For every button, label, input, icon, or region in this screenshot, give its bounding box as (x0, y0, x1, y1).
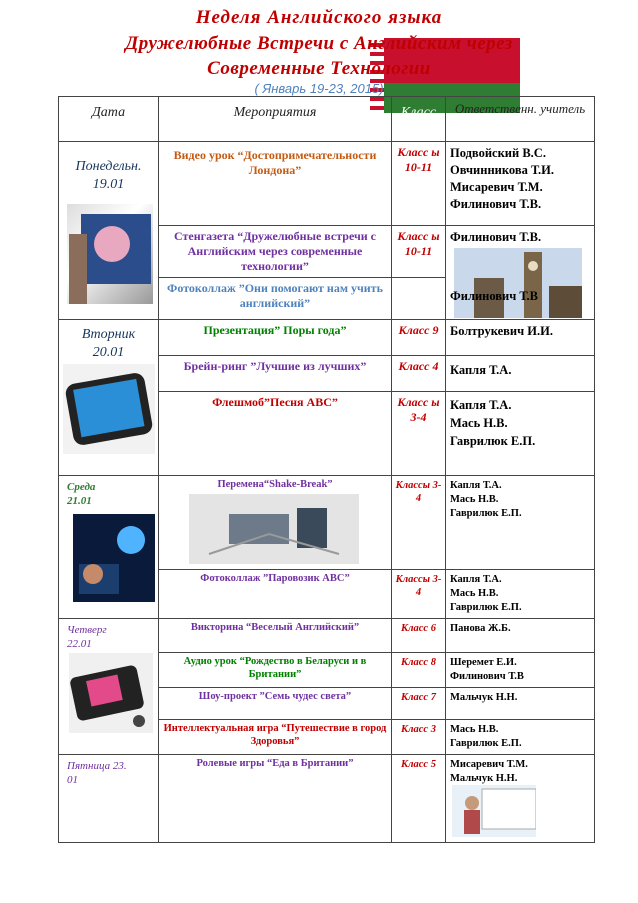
class-cell: Класс 3 (392, 720, 446, 755)
title-line-3: Современные Технологии (207, 58, 431, 79)
teacher-name: Филинович Т.В. (450, 197, 542, 211)
class-cell: Класс ы 3-4 (392, 392, 446, 476)
class-cell: Класс 9 (392, 320, 446, 356)
smartphone-image (63, 364, 155, 454)
title-dates: ( Январь 19-23, 2015) (254, 81, 384, 96)
teacher-name: Шеремет Е.И. (450, 657, 517, 668)
teacher-name: Капля Т.А. (450, 398, 512, 412)
teacher-name: Гаврилюк Е.П. (450, 738, 522, 749)
col-date-header: Дата (59, 97, 159, 142)
teacher-name: Капля Т.А. (450, 574, 502, 585)
teacher-cell (446, 392, 595, 476)
schedule-table (58, 96, 595, 843)
tablet-photos-image (69, 653, 153, 733)
day-label: Среда 21.01 (67, 481, 96, 507)
title-line-1: Неделя Английского языка (195, 7, 443, 28)
class-cell: Класс 4 (392, 356, 446, 392)
teacher-cell (446, 142, 595, 226)
teacher-name: Мась Н.В. (450, 588, 499, 599)
event-cell: Ролевые игры “Еда в Британии” (159, 755, 392, 843)
day-label: Четверг 22.01 (67, 624, 107, 650)
teacher-cell (446, 619, 595, 653)
class-cell: Класс 5 (392, 755, 446, 843)
teacher-cell (446, 226, 595, 320)
teacher-cell (446, 720, 595, 755)
teacher-name: Мась Н.В. (450, 724, 499, 735)
col-class-header: Класс (392, 97, 446, 142)
table-header-row (59, 97, 595, 142)
event-cell: Аудио урок “Рождество в Беларуси и в Британии” (159, 653, 392, 688)
teacher-name: Филинович Т.В (450, 671, 524, 682)
teacher-name: Мисаревич Т.М. (450, 180, 543, 194)
table-row (59, 476, 595, 570)
event-cell: Брейн-ринг ”Лучшие из лучших” (159, 356, 392, 392)
table-row (59, 755, 595, 843)
class-cell (392, 278, 446, 320)
event-cell (159, 476, 392, 570)
teacher-name: Мальчук Н.Н. (450, 773, 518, 784)
event-cell: Шоу-проект ”Семь чудес света” (159, 688, 392, 720)
teacher-name: Гаврилюк Е.П. (450, 508, 522, 519)
teacher-name: Мась Н.В. (450, 416, 508, 430)
teacher-name: Филинович Т.В. (450, 230, 542, 244)
teacher-cell (446, 476, 595, 570)
teacher-name: Капля Т.А. (450, 363, 512, 377)
event-title: Перемена“Shake-Break” (217, 479, 333, 490)
event-cell: Стенгазета “Дружелюбные встречи с Английским через современные технологии” (159, 226, 392, 278)
event-cell: Презентация” Поры года” (159, 320, 392, 356)
event-cell: Фотоколлаж ”Паровозик АВС” (159, 570, 392, 619)
teacher-cell (446, 320, 595, 356)
class-cell: Класс 6 (392, 619, 446, 653)
event-cell: Флешмоб”Песня АВС” (159, 392, 392, 476)
class-cell: Класс 7 (392, 688, 446, 720)
big-ben-image (454, 248, 582, 318)
teacher-name: Капля Т.А. (450, 480, 502, 491)
day-label: Понедельн. 19.01 (75, 159, 142, 192)
teacher-cell (446, 653, 595, 688)
class-cell: Классы 3-4 (392, 476, 446, 570)
technology-image (73, 514, 155, 602)
title-line-2: Дружелюбные Встречи с Английским через (125, 33, 513, 54)
class-cell: Классы 3-4 (392, 570, 446, 619)
col-responsible-header: Ответственн. учитель (446, 97, 595, 142)
computer-network-image (189, 494, 359, 564)
teacher-name: Мальчук Н.Н. (450, 692, 518, 703)
day-label: Пятница 23. 01 (67, 760, 127, 786)
event-cell: Викторина “Веселый Английский” (159, 619, 392, 653)
col-events-header: Мероприятия (159, 97, 392, 142)
teacher-name: Мась Н.В. (450, 494, 499, 505)
teacher-name: Подвойский В.С. (450, 146, 546, 160)
tv-screen-image (67, 204, 153, 304)
class-cell: Класс ы 10-11 (392, 142, 446, 226)
teacher-name: Филинович Т.В (450, 289, 538, 303)
teacher-cell (446, 356, 595, 392)
event-cell: Фотоколлаж ”Они помогают нам учить английский” (159, 278, 392, 320)
day-wednesday (59, 476, 159, 619)
teacher-cell (446, 755, 595, 843)
day-label: Вторник 20.01 (81, 327, 136, 360)
event-cell: Интеллектуальная игра “Путешествие в город Здоровья” (159, 720, 392, 755)
class-cell: Класс ы 10-11 (392, 226, 446, 278)
table-row (59, 619, 595, 653)
whiteboard-image (452, 785, 536, 837)
teacher-name: Панова Ж.Б. (450, 623, 511, 634)
teacher-name: Овчинникова Т.И. (450, 163, 555, 177)
teacher-cell (446, 570, 595, 619)
teacher-name: Гаврилюк Е.П. (450, 602, 522, 613)
day-friday (59, 755, 159, 843)
table-row (59, 320, 595, 356)
teacher-cell (446, 688, 595, 720)
day-monday (59, 142, 159, 320)
table-row (59, 142, 595, 226)
teacher-name: Гаврилюк Е.П. (450, 434, 536, 448)
teacher-name: Болтрукевич И.И. (450, 324, 553, 338)
day-thursday (59, 619, 159, 755)
teacher-name: Мисаревич Т.М. (450, 759, 528, 770)
day-tuesday (59, 320, 159, 476)
event-cell: Видео урок “Достопримечательности Лондона” (159, 142, 392, 226)
class-cell: Класс 8 (392, 653, 446, 688)
